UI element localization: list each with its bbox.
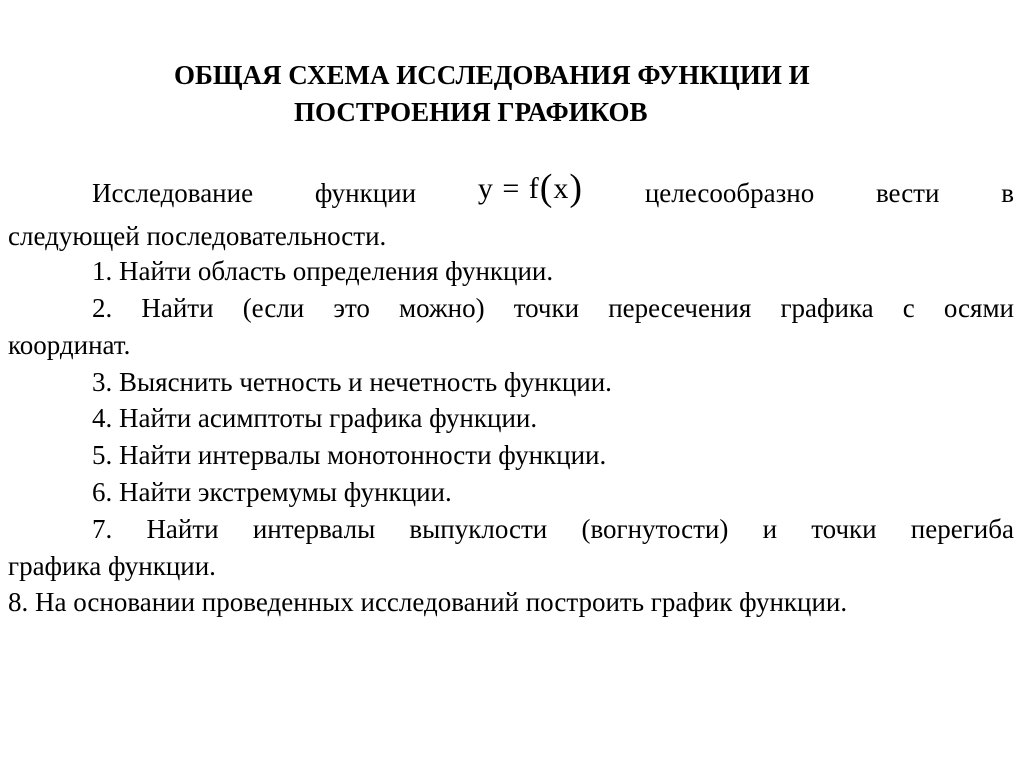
step-2-line-1 (8, 290, 1014, 326)
intro-word: целесообразно (644, 178, 815, 208)
formula-equals: = (502, 172, 521, 205)
step-1: 1. Найти область определения функции. (92, 256, 554, 286)
intro-line-1 (8, 167, 1014, 211)
step-7-word: 7. (92, 514, 113, 544)
step-8: 8. На основании проведенных исследований построить график функции. (8, 587, 848, 617)
intro-word: в (1001, 178, 1014, 208)
step-3: 3. Выяснить четность и нечетность функции. (92, 367, 612, 397)
intro-word: вести (875, 178, 940, 208)
intro-word: функции (314, 178, 417, 208)
formula-y: y (477, 172, 494, 205)
formula-x: x (553, 172, 570, 205)
step-7-word: точки (811, 514, 877, 544)
step-6: 6. Найти экстремумы функции. (92, 477, 452, 507)
step-7-line-1 (8, 511, 1014, 547)
step-7-word: перегиба (910, 514, 1014, 544)
step-2-word: (если (242, 293, 305, 323)
step-2-word: осями (943, 293, 1014, 323)
step-5: 5. Найти интервалы монотонности функции. (92, 440, 607, 470)
title-text-1: ОБЩАЯ СХЕМА ИССЛЕДОВАНИЯ ФУНКЦИИ И (174, 60, 810, 90)
step-7-word: интервалы (252, 514, 376, 544)
step-2-word: с (902, 293, 915, 323)
step-7-word: и (762, 514, 778, 544)
formula-open-paren: ( (539, 167, 554, 209)
step-2-word: пересечения (608, 293, 752, 323)
step-7-line-2: графика функции. (8, 551, 216, 581)
step-7-word: (вогнутости) (581, 514, 729, 544)
formula-f: f (528, 172, 540, 205)
step-2-word: это (333, 293, 370, 323)
step-2-word: Найти (141, 293, 214, 323)
step-2-word: 2. (92, 293, 113, 323)
step-2-word: точки (513, 293, 580, 323)
step-7-word: выпуклости (409, 514, 548, 544)
title-text-2: ПОСТРОЕНИЯ ГРАФИКОВ (294, 97, 648, 127)
step-4: 4. Найти асимптоты графика функции. (92, 403, 538, 433)
step-2-line-2: координат. (8, 330, 131, 360)
step-2-word: можно) (399, 293, 485, 323)
intro-line-2: следующей последовательности. (8, 221, 387, 251)
function-formula (478, 168, 583, 207)
intro-word: Исследование (92, 178, 254, 208)
step-7-word: Найти (146, 514, 219, 544)
formula-close-paren: ) (569, 167, 584, 209)
step-2-word: графика (780, 293, 874, 323)
